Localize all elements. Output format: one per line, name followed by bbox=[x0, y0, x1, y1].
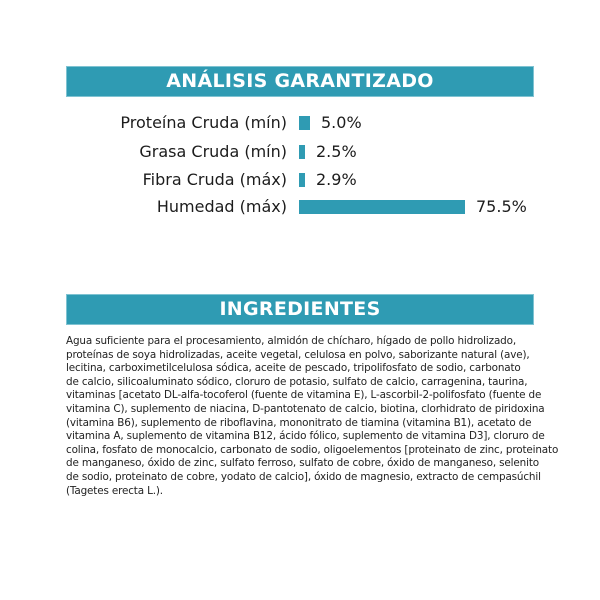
ingredients-line: vitaminas [acetato DL-alfa-tocoferol (fuente de vitamina E), L-ascorbil-2-polifosfato (fuente de bbox=[66, 389, 542, 402]
row-value: 75.5% bbox=[476, 197, 527, 216]
row-value: 5.0% bbox=[321, 113, 362, 132]
ingredients-line: lecitina, carboximetilcelulosa sódica, aceite de pescado, tripolifosfato de sodio, carbonato bbox=[66, 362, 521, 375]
analysis-row-moisture bbox=[0, 194, 600, 220]
ingredients-line: vitamina A, suplemento de vitamina B12, ácido fólico, suplemento de vitamina D3], cloruro de bbox=[66, 430, 545, 443]
analysis-row-protein bbox=[0, 110, 600, 136]
ingredients-line: proteínas de soya hidrolizadas, aceite vegetal, celulosa en polvo, saborizante natural (ave), bbox=[66, 348, 530, 361]
ingredients-line: Agua suficiente para el procesamiento, almidón de chícharo, hígado de pollo hidrolizado, bbox=[66, 335, 516, 347]
row-label: Fibra Cruda (máx) bbox=[142, 170, 287, 189]
row-label: Humedad (máx) bbox=[156, 197, 287, 216]
analysis-row-fiber bbox=[0, 167, 600, 193]
row-label: Proteína Cruda (mín) bbox=[120, 113, 287, 132]
ingredients-line: de calcio, silicoaluminato sódico, cloruro de potasio, sulfato de calcio, carragenina, taurina, bbox=[66, 375, 528, 388]
ingredients-list bbox=[66, 335, 559, 498]
row-value: 2.5% bbox=[316, 142, 357, 161]
analysis-header: ANÁLISIS GARANTIZADO bbox=[66, 66, 534, 97]
value-bar bbox=[299, 200, 465, 214]
ingredients-line: (Tagetes erecta L.). bbox=[66, 484, 163, 497]
ingredients-line: colina, fosfato de monocalcio, carbonato de sodio, oligoelementos [proteinato de zinc, proteinato bbox=[66, 443, 559, 456]
row-value: 2.9% bbox=[316, 170, 357, 189]
ingredients-line: (vitamina B6), suplemento de riboflavina, mononitrato de tiamina (vitamina B1), acetato de bbox=[66, 416, 532, 429]
ingredients-header: INGREDIENTES bbox=[66, 294, 534, 325]
ingredients-line: vitamina C), suplemento de niacina, D-pantotenato de calcio, biotina, clorhidrato de piridoxina bbox=[66, 402, 545, 415]
value-bar bbox=[299, 145, 305, 159]
ingredients-line: de sodio, proteinato de cobre, yodato de calcio], óxido de magnesio, extracto de cempasúchil bbox=[66, 470, 541, 483]
value-bar bbox=[299, 116, 310, 130]
row-label: Grasa Cruda (mín) bbox=[139, 142, 287, 161]
value-bar bbox=[299, 173, 305, 187]
ingredients-line: de manganeso, óxido de zinc, sulfato ferroso, sulfato de cobre, óxido de manganeso, selenito bbox=[66, 457, 539, 470]
analysis-row-fat bbox=[0, 139, 600, 165]
